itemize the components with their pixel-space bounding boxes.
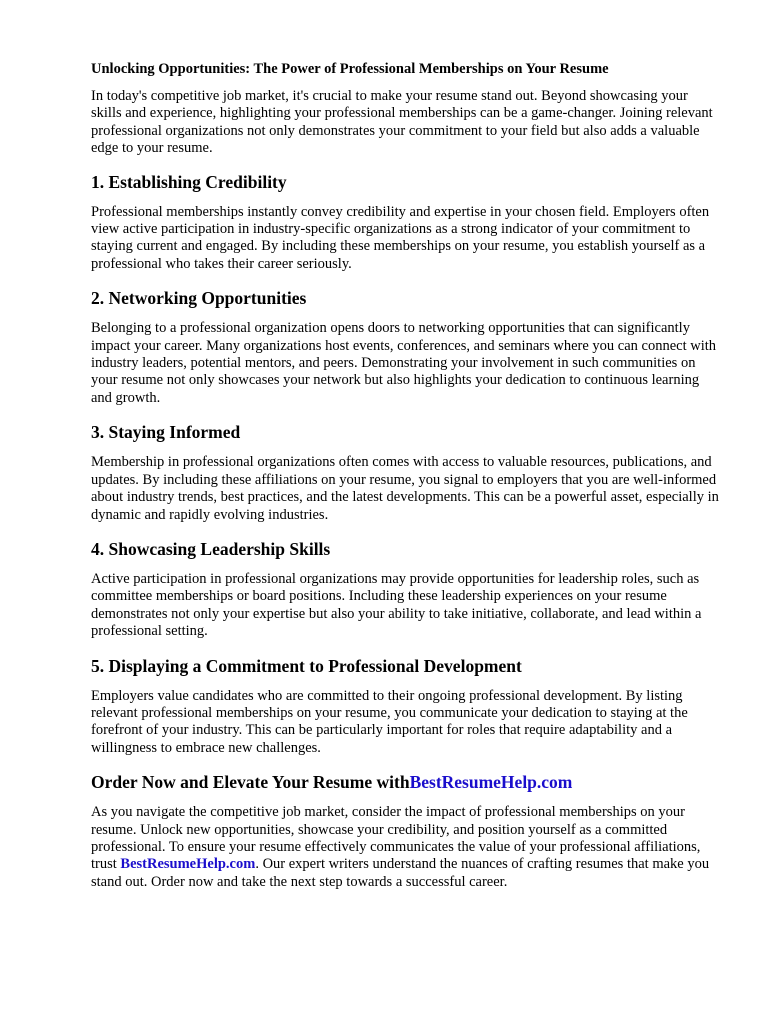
- section-body: Professional memberships instantly convey credibility and expertise in your chosen field. Employers often view active participation in industry-specific organizations as a strong indicator of your commitment to staying current and engaged. By including these memberships on your resume, you establish yourself as a professional who takes their career seriously.: [91, 203, 710, 272]
- section-credibility: [91, 171, 721, 274]
- section-body: Active participation in professional organizations may provide opportunities for leadership roles, such as committee memberships or board positions. Including these leadership experiences on your resume demonstrates not only your expertise but also your ability to take initiative, collaborate, and lead within a professional setting.: [91, 570, 702, 640]
- section-body: Belonging to a professional organization opens doors to networking opportunities that can significantly impact your career. Many organizations host events, conferences, and seminars where you can connect with industry leaders, potential mentors, and peers. Demonstrating your involvement in such communities on your resume not only showcases your network but also highlights your dedication to continuous learning and growth.: [91, 320, 717, 406]
- call-to-action: [91, 771, 721, 891]
- cta-body: [91, 804, 721, 891]
- cta-body-text-after: . Our expert writers understand the nuances of crafting resumes that make you stand out. Order now and take the next step towards a successful career.: [91, 856, 710, 890]
- cta-heading-text: Order Now and Elevate Your Resume with: [91, 772, 410, 793]
- section-heading: 2. Networking Opportunities: [91, 288, 307, 309]
- section-informed: [91, 421, 721, 524]
- section-heading: 4. Showcasing Leadership Skills: [91, 538, 331, 559]
- section-body: Employers value candidates who are committed to their ongoing professional development. By listing relevant professional memberships on your resume, you communicate your dedication to staying at the forefront of your industry. This can be particularly important for roles that require adaptability and a willingness to embrace new challenges.: [91, 687, 688, 756]
- section-networking: [91, 287, 721, 407]
- cta-body-text-before: As you navigate the competitive job market, consider the impact of professional memberships on your resume. Unlock new opportunities, showcase your credibility, and position yourself as a committed professional. To ensure your resume effectively communicates the value of your professional affiliations, trust: [91, 804, 701, 873]
- cta-body-link[interactable]: BestResumeHelp.com: [120, 856, 256, 873]
- section-leadership: [91, 538, 721, 641]
- section-development: [91, 655, 721, 758]
- document-page: [91, 60, 721, 891]
- document-title: Unlocking Opportunities: The Power of Professional Memberships on Your Resume: [91, 61, 609, 77]
- cta-heading-link[interactable]: BestResumeHelp.com: [409, 772, 573, 793]
- cta-heading: [91, 771, 721, 793]
- section-body: Membership in professional organizations often comes with access to valuable resources, publications, and updates. By including these affiliations on your resume, you signal to employers that you are well-informed about industry trends, best practices, and the latest developments. This can be a powerful asset, especially in dynamic and rapidly evolving industries.: [91, 454, 719, 523]
- section-heading: 5. Displaying a Commitment to Professional Development: [91, 655, 522, 676]
- section-heading: 3. Staying Informed: [91, 422, 241, 443]
- section-heading: 1. Establishing Credibility: [91, 171, 287, 192]
- intro-paragraph: In today's competitive job market, it's crucial to make your resume stand out. Beyond showcasing your skills and experience, highlighting your professional memberships can be a game-changer. Joining relevant professional organizations not only demonstrates your commitment to your field but also adds a valuable edge to your resume.: [91, 88, 713, 157]
